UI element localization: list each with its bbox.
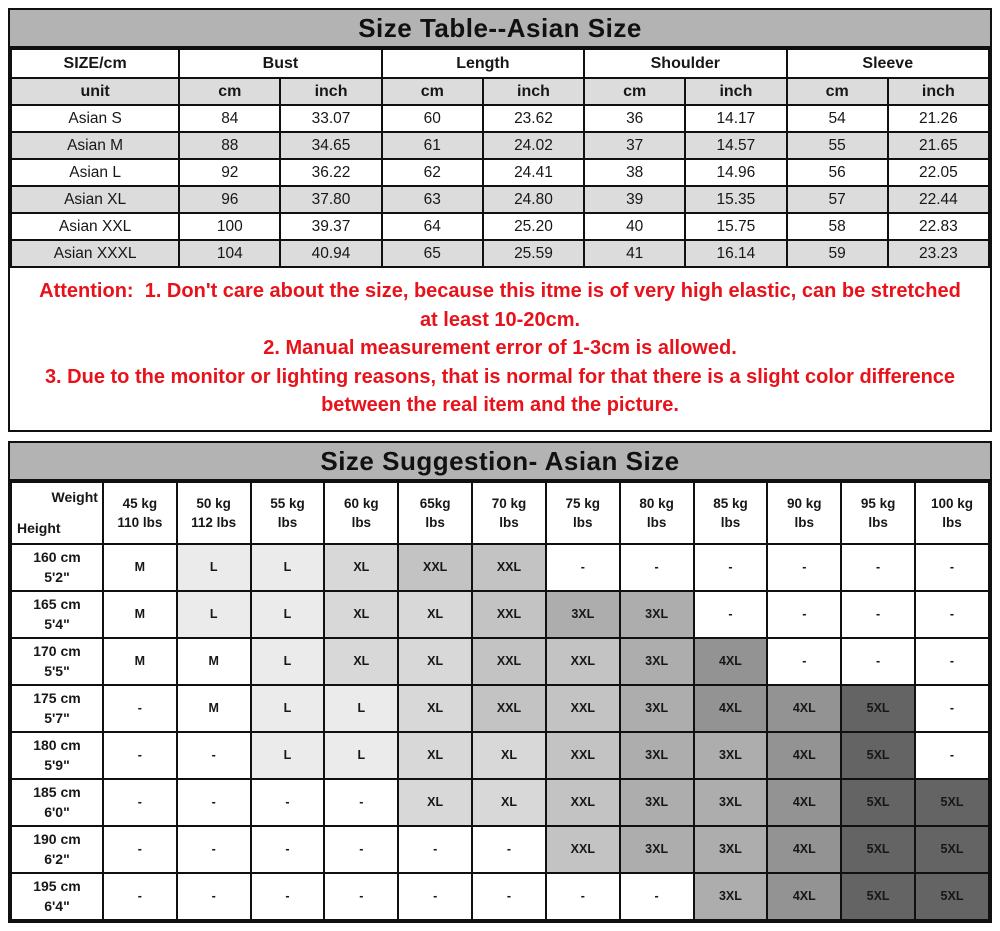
size-cell: 63 xyxy=(382,186,483,213)
suggestion-cell: 5XL xyxy=(841,685,915,732)
suggestion-cell: 3XL xyxy=(620,685,694,732)
suggestion-title: Size Suggestion- Asian Size xyxy=(10,443,990,481)
suggestion-cell: 5XL xyxy=(915,779,989,826)
suggestion-cell: - xyxy=(177,873,251,920)
suggestion-cell: XL xyxy=(398,732,472,779)
suggestion-row xyxy=(11,732,989,779)
weight-header-cell: 90 kg lbs xyxy=(767,482,841,544)
size-row xyxy=(11,213,989,240)
suggestion-cell: XXL xyxy=(546,779,620,826)
size-row xyxy=(11,132,989,159)
size-cell: Asian L xyxy=(11,159,179,186)
unit-cell: inch xyxy=(280,78,381,105)
suggestion-cell: 3XL xyxy=(620,779,694,826)
size-cell: 33.07 xyxy=(280,105,381,132)
suggestion-cell: - xyxy=(103,873,177,920)
size-cell: 34.65 xyxy=(280,132,381,159)
suggestion-cell: - xyxy=(767,544,841,591)
weight-header-cell: 55 kg lbs xyxy=(251,482,325,544)
size-cell: Asian M xyxy=(11,132,179,159)
suggestion-cell: 4XL xyxy=(694,638,768,685)
suggestion-row xyxy=(11,685,989,732)
suggestion-cell: - xyxy=(251,779,325,826)
size-cell: 40.94 xyxy=(280,240,381,267)
size-cell: 22.44 xyxy=(888,186,989,213)
suggestion-cell: 5XL xyxy=(841,826,915,873)
suggestion-section xyxy=(8,441,992,923)
suggestion-cell: - xyxy=(398,826,472,873)
size-cell: 37 xyxy=(584,132,685,159)
size-cell: 21.26 xyxy=(888,105,989,132)
attention-line: at least 10-20cm. xyxy=(419,308,581,331)
suggestion-cell: XXL xyxy=(546,685,620,732)
suggestion-cell: 3XL xyxy=(546,591,620,638)
suggestion-row xyxy=(11,873,989,920)
suggestion-row xyxy=(11,544,989,591)
suggestion-cell: XXL xyxy=(546,826,620,873)
unit-cell: inch xyxy=(483,78,584,105)
suggestion-cell: XL xyxy=(398,638,472,685)
suggestion-cell: - xyxy=(177,732,251,779)
suggestion-cell: L xyxy=(251,591,325,638)
suggestion-cell: XL xyxy=(324,544,398,591)
suggestion-cell: L xyxy=(251,732,325,779)
suggestion-cell: L xyxy=(324,685,398,732)
size-cell: 36.22 xyxy=(280,159,381,186)
size-table-section xyxy=(8,8,992,432)
size-cell: 24.41 xyxy=(483,159,584,186)
suggestion-cell: - xyxy=(546,544,620,591)
suggestion-cell: XXL xyxy=(472,638,546,685)
weight-header-cell: 70 kg lbs xyxy=(472,482,546,544)
size-cell: Asian S xyxy=(11,105,179,132)
size-cell: 15.75 xyxy=(685,213,786,240)
size-cell: 25.59 xyxy=(483,240,584,267)
size-cell: 56 xyxy=(787,159,888,186)
size-cell: 23.23 xyxy=(888,240,989,267)
attention-line: Attention: 1. Don't care about the size, because this itme is of very high elastic, can be stretched xyxy=(39,280,961,302)
suggestion-cell: - xyxy=(694,591,768,638)
corner-cell xyxy=(11,482,103,544)
suggestion-cell: 3XL xyxy=(694,732,768,779)
bust-header: Bust xyxy=(179,49,381,78)
suggestion-cell: 3XL xyxy=(620,732,694,779)
suggestion-row xyxy=(11,638,989,685)
size-cell: 41 xyxy=(584,240,685,267)
suggestion-cell: XXL xyxy=(472,591,546,638)
suggestion-cell: - xyxy=(324,779,398,826)
size-cell: 88 xyxy=(179,132,280,159)
height-cell: 175 cm 5'7" xyxy=(11,685,103,732)
size-cell: 60 xyxy=(382,105,483,132)
suggestion-cell: XL xyxy=(472,779,546,826)
suggestion-cell: L xyxy=(251,638,325,685)
suggestion-cell: M xyxy=(177,638,251,685)
size-cell: 54 xyxy=(787,105,888,132)
weight-header-cell: 50 kg 112 lbs xyxy=(177,482,251,544)
size-cell: 64 xyxy=(382,213,483,240)
size-cell: 23.62 xyxy=(483,105,584,132)
suggestion-cell: XXL xyxy=(546,732,620,779)
suggestion-cell: L xyxy=(177,544,251,591)
size-row xyxy=(11,105,989,132)
suggestion-cell: 4XL xyxy=(694,685,768,732)
size-cell: Asian XXL xyxy=(11,213,179,240)
size-cell: Asian XXXL xyxy=(11,240,179,267)
suggestion-cell: - xyxy=(915,591,989,638)
suggestion-cell: 3XL xyxy=(694,873,768,920)
suggestion-cell: - xyxy=(324,873,398,920)
suggestion-cell: - xyxy=(177,826,251,873)
suggestion-row xyxy=(11,591,989,638)
size-table-group-header-row xyxy=(11,49,989,78)
attention-line: between the real item and the picture. xyxy=(321,394,679,416)
size-cell: 15.35 xyxy=(685,186,786,213)
sleeve-header: Sleeve xyxy=(787,49,989,78)
size-cell: 61 xyxy=(382,132,483,159)
size-cm-header: SIZE/cm xyxy=(11,49,179,78)
size-cell: 24.02 xyxy=(483,132,584,159)
weight-header-cell: 80 kg lbs xyxy=(620,482,694,544)
height-cell: 180 cm 5'9" xyxy=(11,732,103,779)
size-cell: 39.37 xyxy=(280,213,381,240)
suggestion-cell: XL xyxy=(324,591,398,638)
unit-cell: inch xyxy=(685,78,786,105)
size-cell: 22.05 xyxy=(888,159,989,186)
weight-header-cell: 60 kg lbs xyxy=(324,482,398,544)
suggestion-cell: - xyxy=(103,685,177,732)
size-table xyxy=(10,48,990,268)
size-cell: 24.80 xyxy=(483,186,584,213)
height-cell: 165 cm 5'4" xyxy=(11,591,103,638)
size-cell: 40 xyxy=(584,213,685,240)
suggestion-cell: - xyxy=(546,873,620,920)
weight-axis-label: Weight xyxy=(51,488,98,505)
suggestion-cell: - xyxy=(767,638,841,685)
suggestion-row xyxy=(11,826,989,873)
suggestion-cell: - xyxy=(915,732,989,779)
suggestion-cell: L xyxy=(324,732,398,779)
suggestion-cell: - xyxy=(915,638,989,685)
attention-line: 2. Manual measurement error of 1-3cm is allowed. xyxy=(263,337,737,359)
unit-row xyxy=(11,78,989,105)
suggestion-cell: L xyxy=(177,591,251,638)
size-cell: 21.65 xyxy=(888,132,989,159)
suggestion-cell: - xyxy=(620,873,694,920)
size-cell: 96 xyxy=(179,186,280,213)
suggestion-cell: 3XL xyxy=(620,826,694,873)
size-cell: 92 xyxy=(179,159,280,186)
size-table-title: Size Table--Asian Size xyxy=(10,10,990,48)
suggestion-cell: - xyxy=(324,826,398,873)
size-cell: 104 xyxy=(179,240,280,267)
suggestion-cell: - xyxy=(472,873,546,920)
suggestion-cell: 5XL xyxy=(841,873,915,920)
suggestion-cell: - xyxy=(915,685,989,732)
size-row xyxy=(11,186,989,213)
height-cell: 170 cm 5'5" xyxy=(11,638,103,685)
suggestion-cell: XL xyxy=(398,591,472,638)
suggestion-cell: - xyxy=(251,826,325,873)
suggestion-cell: 4XL xyxy=(767,826,841,873)
height-axis-label: Height xyxy=(17,519,61,536)
length-header: Length xyxy=(382,49,584,78)
suggestion-cell: M xyxy=(103,591,177,638)
size-row xyxy=(11,159,989,186)
suggestion-cell: 3XL xyxy=(620,638,694,685)
suggestion-cell: 5XL xyxy=(841,732,915,779)
section-divider xyxy=(8,432,992,441)
suggestion-cell: M xyxy=(177,685,251,732)
suggestion-cell: L xyxy=(251,685,325,732)
suggestion-table xyxy=(10,481,990,921)
size-cell: 16.14 xyxy=(685,240,786,267)
size-cell: 14.57 xyxy=(685,132,786,159)
shoulder-header: Shoulder xyxy=(584,49,786,78)
size-cell: 62 xyxy=(382,159,483,186)
suggestion-cell: XL xyxy=(398,685,472,732)
height-cell: 160 cm 5'2" xyxy=(11,544,103,591)
height-cell: 185 cm 6'0" xyxy=(11,779,103,826)
size-row xyxy=(11,240,989,267)
suggestion-cell: - xyxy=(915,544,989,591)
suggestion-cell: - xyxy=(103,826,177,873)
suggestion-cell: XXL xyxy=(472,544,546,591)
suggestion-cell: XL xyxy=(472,732,546,779)
weight-header-cell: 75 kg lbs xyxy=(546,482,620,544)
suggestion-cell: 3XL xyxy=(694,826,768,873)
suggestion-cell: 5XL xyxy=(915,826,989,873)
size-cell: 14.96 xyxy=(685,159,786,186)
suggestion-cell: - xyxy=(103,732,177,779)
suggestion-cell: - xyxy=(398,873,472,920)
suggestion-cell: 4XL xyxy=(767,779,841,826)
size-cell: 36 xyxy=(584,105,685,132)
size-cell: 65 xyxy=(382,240,483,267)
unit-cell: cm xyxy=(584,78,685,105)
size-cell: 57 xyxy=(787,186,888,213)
suggestion-cell: L xyxy=(251,544,325,591)
weight-header-cell: 85 kg lbs xyxy=(694,482,768,544)
suggestion-cell: 4XL xyxy=(767,685,841,732)
height-cell: 195 cm 6'4" xyxy=(11,873,103,920)
size-cell: 37.80 xyxy=(280,186,381,213)
suggestion-cell: M xyxy=(103,544,177,591)
size-cell: 59 xyxy=(787,240,888,267)
size-cell: 14.17 xyxy=(685,105,786,132)
size-cell: 38 xyxy=(584,159,685,186)
weight-header-cell: 65kg lbs xyxy=(398,482,472,544)
weight-header-cell: 100 kg lbs xyxy=(915,482,989,544)
suggestion-cell: XXL xyxy=(546,638,620,685)
suggestion-row xyxy=(11,779,989,826)
unit-cell: cm xyxy=(787,78,888,105)
suggestion-cell: 4XL xyxy=(767,732,841,779)
suggestion-cell: - xyxy=(767,591,841,638)
unit-cell: inch xyxy=(888,78,989,105)
attention-line: 3. Due to the monitor or lighting reasons, that is normal for that there is a slight color difference xyxy=(44,365,956,388)
suggestion-cell: - xyxy=(472,826,546,873)
suggestion-cell: XL xyxy=(398,779,472,826)
size-cell: 58 xyxy=(787,213,888,240)
suggestion-cell: 5XL xyxy=(841,779,915,826)
height-cell: 190 cm 6'2" xyxy=(11,826,103,873)
size-cell: Asian XL xyxy=(11,186,179,213)
suggestion-cell: 3XL xyxy=(694,779,768,826)
suggestion-cell: - xyxy=(103,779,177,826)
suggestion-cell: - xyxy=(620,544,694,591)
attention-note xyxy=(10,268,990,430)
size-cell: 39 xyxy=(584,186,685,213)
unit-cell: cm xyxy=(179,78,280,105)
suggestion-cell: - xyxy=(694,544,768,591)
weight-header-cell: 95 kg lbs xyxy=(841,482,915,544)
suggestion-cell: 4XL xyxy=(767,873,841,920)
size-cell: 22.83 xyxy=(888,213,989,240)
size-cell: 25.20 xyxy=(483,213,584,240)
size-cell: 55 xyxy=(787,132,888,159)
suggestion-cell: XXL xyxy=(398,544,472,591)
weight-header-cell: 45 kg 110 lbs xyxy=(103,482,177,544)
suggestion-cell: M xyxy=(103,638,177,685)
suggestion-cell: - xyxy=(841,544,915,591)
unit-cell: unit xyxy=(11,78,179,105)
suggestion-cell: XL xyxy=(324,638,398,685)
size-cell: 84 xyxy=(179,105,280,132)
weight-header-row xyxy=(11,482,989,544)
suggestion-cell: 3XL xyxy=(620,591,694,638)
suggestion-cell: - xyxy=(251,873,325,920)
suggestion-cell: - xyxy=(177,779,251,826)
suggestion-cell: 5XL xyxy=(915,873,989,920)
unit-cell: cm xyxy=(382,78,483,105)
suggestion-cell: - xyxy=(841,591,915,638)
suggestion-cell: XXL xyxy=(472,685,546,732)
size-cell: 100 xyxy=(179,213,280,240)
suggestion-cell: - xyxy=(841,638,915,685)
